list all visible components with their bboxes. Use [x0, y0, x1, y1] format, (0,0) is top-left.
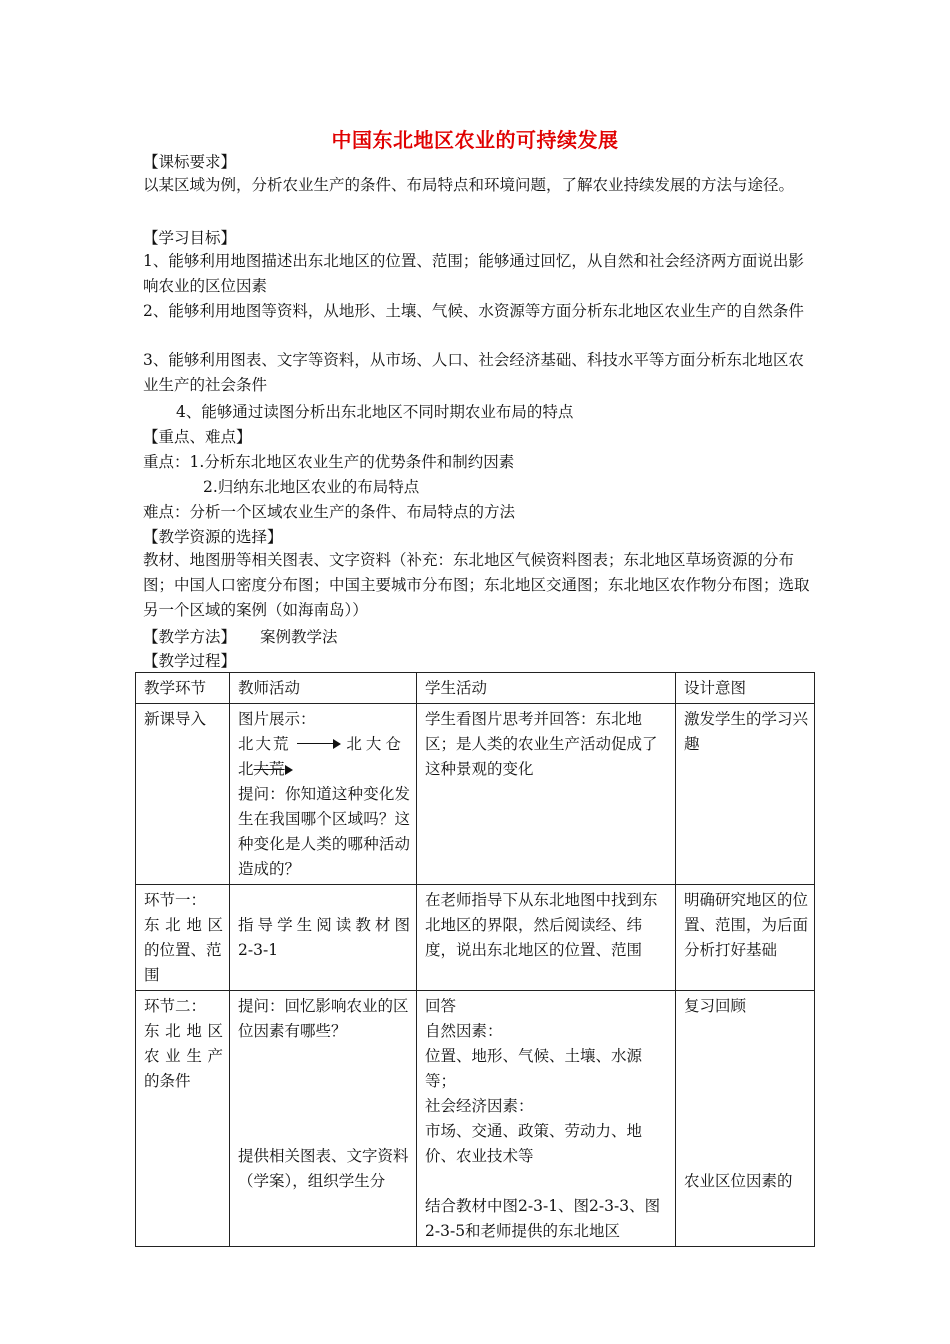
intent-cell: 明确研究地区的位置、范围，为后面分析打好基础 — [676, 885, 815, 991]
struck-label: 大荒 — [253, 760, 285, 778]
from-label: 北大荒 — [238, 735, 291, 753]
table-header-cell: 学生活动 — [417, 673, 676, 704]
teacher-cell — [230, 704, 417, 885]
heading-guocheng: 【教学过程】 — [143, 652, 237, 670]
heading-kebiao: 【课标要求】 — [143, 153, 237, 171]
table-row — [136, 704, 815, 885]
right-arrow-icon — [295, 732, 341, 757]
ziyuan-text: 教材、地图册等相关图表、文字资料（补充：东北地区气候资料图表；东北地区草场资源的分布图；中国人口密度分布图；中国主要城市分布图；东北地区交通图；东北地区农作物分布图；选取另一个区域的案例（如海南岛）） — [143, 551, 810, 619]
teacher-line: 图片展示： — [238, 710, 316, 728]
intent-cell: 复习回顾 农业区位因素的 — [676, 991, 815, 1247]
key-point-2: 2.归纳东北地区农业的布局特点 — [203, 478, 420, 496]
document-title: 中国东北地区农业的可持续发展 — [331, 128, 619, 152]
key-point-1: 重点：1.分析东北地区农业生产的优势条件和制约因素 — [143, 453, 515, 471]
transform-line — [238, 732, 410, 757]
table-row — [136, 885, 815, 991]
stage-cell: 新课导入 — [136, 704, 230, 885]
transform-line-2 — [238, 757, 410, 782]
heading-zhongnan: 【重点、难点】 — [143, 428, 252, 446]
fangfa-label: 【教学方法】 — [143, 628, 237, 646]
right-arrow-icon — [285, 765, 293, 775]
student-cell: 回答 自然因素： 位置、地形、气候、土壤、水源等； 社会经济因素： 市场、交通、政策、劳动力、地价、农业技术等 结合教材中图2-3-1、图2-3-3、图2-3-5和老师提供的东北地区 — [417, 991, 676, 1247]
stage-cell: 环节一： 东北地区 的位置、范 围 — [136, 885, 230, 991]
table-row — [136, 991, 815, 1247]
heading-ziyuan: 【教学资源的选择】 — [143, 528, 283, 546]
fangfa-value: 案例教学法 — [260, 628, 338, 646]
teacher-cell: 提问：回忆影响农业的区位因素有哪些？ 提供相关图表、文字资料（学案），组织学生分 — [230, 991, 417, 1247]
student-cell: 在老师指导下从东北地图中找到东北地区的界限，然后阅读经、纬度，说出东北地区的位置、范围 — [417, 885, 676, 991]
student-cell: 学生看图片思考并回答：东北地区；是人类的农业生产活动促成了这种景观的变化 — [417, 704, 676, 885]
heading-mubiao: 【学习目标】 — [143, 229, 237, 247]
table-header-row — [136, 673, 815, 704]
stage-cell: 环节二： 东北地区 农业生产 的条件 — [136, 991, 230, 1247]
goal-item-4: 4、能够通过读图分析出东北地区不同时期农业布局的特点 — [176, 403, 574, 421]
north-label: 北 — [238, 760, 254, 778]
goal-item-3: 3、能够利用图表、文字等资料，从市场、人口、社会经济基础、科技水平等方面分析东北地区农业生产的社会条件 — [143, 351, 804, 394]
kebiao-text: 以某区域为例，分析农业生产的条件、布局特点和环境问题，了解农业持续发展的方法与途径。 — [143, 176, 795, 194]
teacher-cell: 指导学生阅读教材图 2-3-1 — [230, 885, 417, 991]
goal-item-2: 2、能够利用地图等资料，从地形、土壤、气候、水资源等方面分析东北地区农业生产的自然条件 — [143, 302, 804, 320]
table-header-cell: 教学环节 — [136, 673, 230, 704]
to-label: 北大仓 — [346, 735, 405, 753]
goal-item-1: 1、能够利用地图描述出东北地区的位置、范围；能够通过回忆，从自然和社会经济两方面说出影响农业的区位因素 — [143, 252, 804, 295]
teacher-question: 提问：你知道这种变化发生在我国哪个区域吗？这种变化是人类的哪种活动造成的？ — [238, 785, 410, 878]
heading-fangfa — [143, 627, 338, 647]
teaching-process-table — [135, 672, 815, 1247]
table-header-cell: 设计意图 — [676, 673, 815, 704]
difficult-point: 难点：分析一个区域农业生产的条件、布局特点的方法 — [143, 503, 516, 521]
intent-cell: 激发学生的学习兴趣 — [676, 704, 815, 885]
table-header-cell: 教师活动 — [230, 673, 417, 704]
